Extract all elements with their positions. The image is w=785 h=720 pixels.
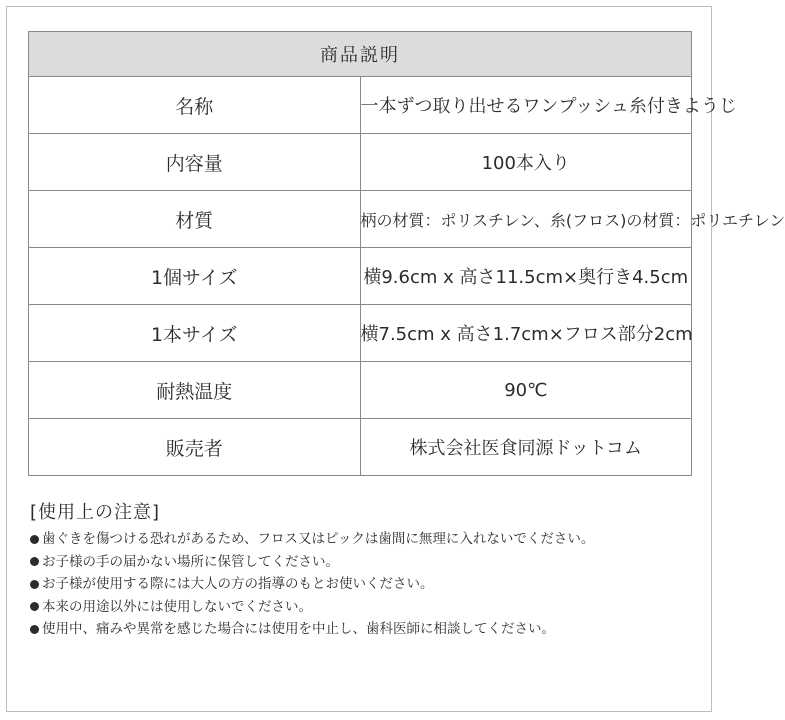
table-row (29, 248, 692, 305)
note-text: 使用中、痛みや異常を感じた場合には使用を中止し、歯科医師に相談してください。 (42, 621, 555, 637)
row-label: 1本サイズ (29, 305, 361, 362)
table-row (29, 77, 692, 134)
row-value: 90℃ (360, 362, 692, 419)
row-value: 100本入り (360, 134, 692, 191)
list-item (30, 528, 594, 551)
bullet-icon (30, 625, 39, 634)
row-label: 名称 (29, 77, 361, 134)
row-label: 耐熱温度 (29, 362, 361, 419)
row-value: 横9.6cm x 高さ11.5cm×奥行き4.5cm (360, 248, 692, 305)
table-row (29, 305, 692, 362)
table-row (29, 362, 692, 419)
list-item (30, 596, 594, 619)
bullet-icon (30, 557, 39, 566)
row-label: 材質 (29, 191, 361, 248)
bullet-icon (30, 535, 39, 544)
note-text: お子様が使用する際には大人の方の指導のもとお使いください。 (42, 576, 434, 592)
table-row (29, 191, 692, 248)
row-value: 横7.5cm x 高さ1.7cm×フロス部分2cm (360, 305, 692, 362)
list-item (30, 573, 594, 596)
list-item (30, 551, 594, 574)
table-row (29, 134, 692, 191)
notes-list (30, 528, 594, 641)
bullet-icon (30, 602, 39, 611)
row-label: 内容量 (29, 134, 361, 191)
row-label: 販売者 (29, 419, 361, 476)
row-label: 1個サイズ (29, 248, 361, 305)
note-text: 本来の用途以外には使用しないでください。 (42, 598, 312, 615)
row-value: 株式会社医食同源ドットコム (360, 419, 692, 476)
table-row (29, 419, 692, 476)
row-value: 一本ずつ取り出せるワンプッシュ糸付きようじ (360, 77, 692, 134)
note-text: お子様の手の届かない場所に保管してください。 (42, 553, 339, 570)
list-item (30, 618, 594, 641)
table-header-row (29, 32, 692, 77)
table-header: 商品説明 (29, 32, 692, 77)
product-spec-table (28, 31, 785, 476)
notes-title: [使用上の注意] (30, 502, 161, 523)
bullet-icon (30, 580, 39, 589)
note-text: 歯ぐきを傷つける恐れがあるため、フロス又はピックは歯間に無理に入れないでください。 (42, 531, 595, 547)
row-value: 柄の材質：ポリスチレン、糸(フロス)の材質：ポリエチレン (360, 191, 692, 248)
